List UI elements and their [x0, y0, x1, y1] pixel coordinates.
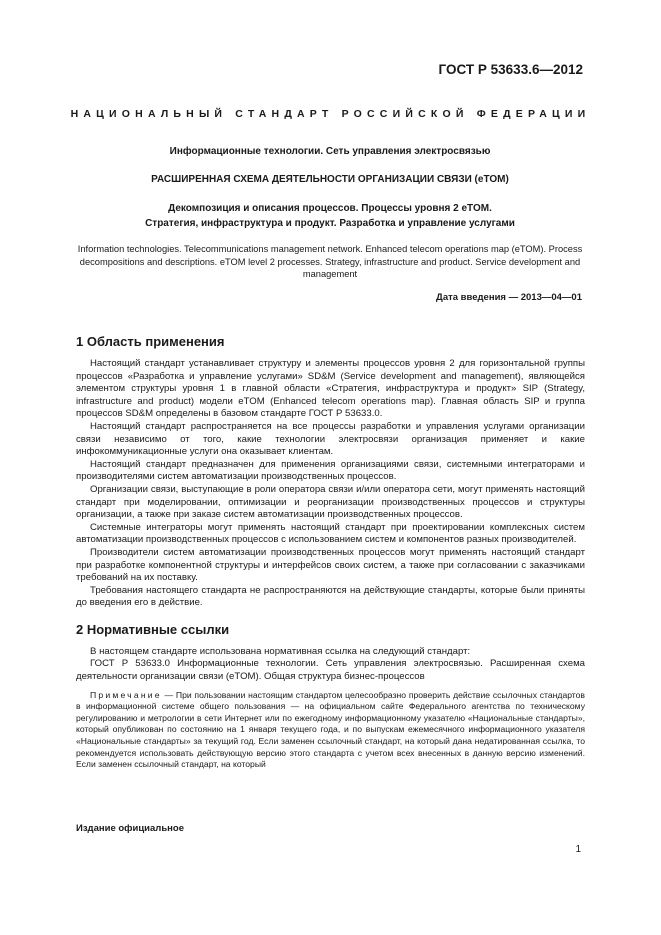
subject-title: Информационные технологии. Сеть управления электросвязью — [169, 146, 491, 157]
section1-heading: 1 Область применения — [76, 334, 225, 349]
referenced-standard: ГОСТ Р 53633.0 Информационные технологии. Сеть управления электросвязью. Расширенная схема деятельности организации связи (eTOM). Общая структура бизнес-процессов — [76, 658, 585, 683]
note-text: — При пользовании настоящим стандартом целесообразно проверить действие ссылочных стандартов в информационной системе общего пользования — на официальном сайте Федерального агентства по техническому регулированию и метрологии в сети Интернет или по ежегодному информационному указателю «Национальные стандарты», который опубликован по состоянию на 1 января текущего года, и по выпускам ежемесячного информационного указателя «Национальные стандарты» за текущий год. Если заменен ссылочный стандарт, на который дана недатированная ссылка, то рекомендуется использовать действующую версию этого стандарта с учетом всех внесенных в данную версию изменений. Если заменен ссылочный стандарт, на который — [76, 689, 585, 770]
note-label: Примечание — [90, 689, 162, 700]
standard-number: ГОСТ Р 53633.6—2012 — [438, 62, 583, 77]
section1-paragraph: Настоящий стандарт предназначен для применения организациями связи, системными интеграторами и производителями систем автоматизации производственных процессов. — [76, 458, 585, 483]
section1-paragraph: Настоящий стандарт устанавливает структуру и элементы процессов уровня 2 для горизонтальной группы процессов «Разработка и управление услугами» SD&M (Service development and management), являющейся элементом структуры уровня 1 в главной области «Стратегия, инфраструктура и продукт» SIP (Strategy, infrastructure and product) модели eTOM (Enhanced telecom operations map). Главная область SIP и группа процессов SD&M определены в базовом стандарте ГОСТ Р 53633.0. — [76, 358, 585, 420]
note — [76, 690, 585, 771]
section1-paragraph: Производители систем автоматизации производственных процессов могут применять настоящий стандарт при разработке компонентной структуры и интерфейсов своих систем, а также при согласовании с заказчиками требований на их поставку. — [76, 546, 585, 584]
part-title — [60, 201, 600, 231]
part-title-line1: Декомпозиция и описания процессов. Процессы уровня 2 eTOM. — [168, 203, 492, 214]
main-title: РАСШИРЕННАЯ СХЕМА ДЕЯТЕЛЬНОСТИ ОРГАНИЗАЦИИ СВЯЗИ (eTOM) — [151, 174, 509, 185]
section1-paragraph: Системные интеграторы могут применять настоящий стандарт при проектировании комплексных систем автоматизации производственных процессов с использованием систем и компонентов разных производителей. — [76, 521, 585, 546]
section1-paragraph: Настоящий стандарт распространяется на все процессы разработки и управления услугами организации связи независимо от того, какие технологии электросвязи организация применяет и какие инфокоммуникационные услуги она оказывает клиентам. — [76, 420, 585, 458]
edition-label: Издание официальное — [76, 823, 184, 834]
introduction-date: Дата введения — 2013—04—01 — [436, 292, 582, 303]
section2-paragraph: В настоящем стандарте использована нормативная ссылка на следующий стандарт: — [90, 645, 471, 657]
title-block — [60, 146, 600, 281]
section2-heading: 2 Нормативные ссылки — [76, 621, 230, 637]
section1-paragraph: Требования настоящего стандарта не распространяются на действующие стандарты, которые были приняты до введения его в действие. — [76, 584, 585, 609]
national-standard-banner: НАЦИОНАЛЬНЫЙ СТАНДАРТ РОССИЙСКОЙ ФЕДЕРАЦИИ — [70, 108, 591, 120]
english-title: Information technologies. Telecommunications management network. Enhanced telecom operations map (eTOM). Process decompositions and descriptions. eTOM level 2 processes. Strategy, infrastructure and product. Service development and management — [77, 244, 583, 279]
document-body — [76, 334, 585, 771]
page-number: 1 — [575, 844, 581, 855]
part-title-line2: Стратегия, инфраструктура и продукт. Разработка и управление услугами — [145, 218, 515, 229]
section1-paragraph: Организации связи, выступающие в роли оператора связи и/или оператора сети, могут применять настоящий стандарт при моделировании, оптимизации и реорганизации производственных процессов и структуры организации, а также при заказе систем автоматизации производственных процессов. — [76, 483, 585, 521]
